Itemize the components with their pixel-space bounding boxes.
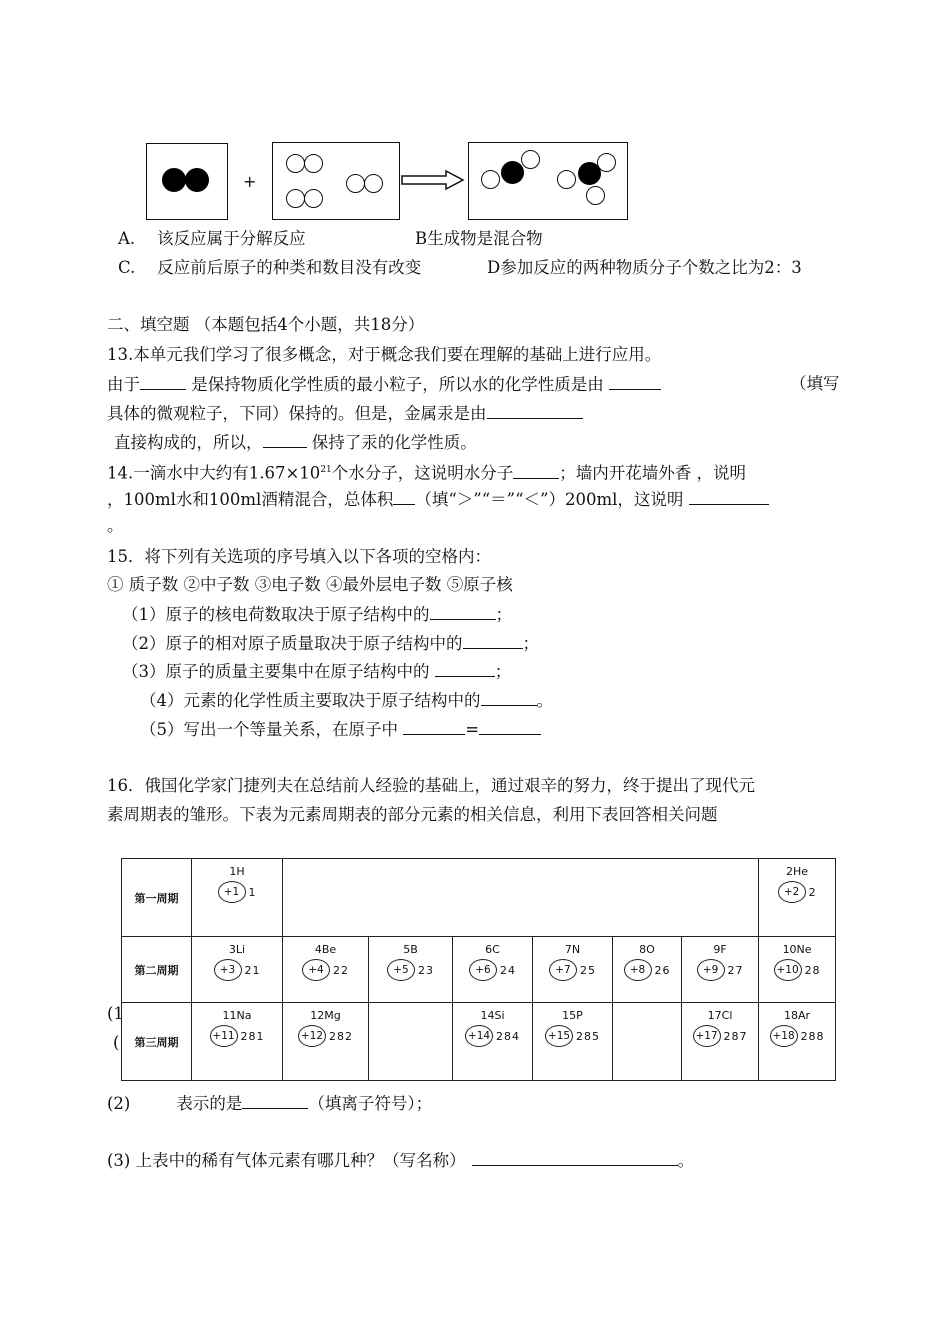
nucleus: +14 bbox=[465, 1025, 493, 1047]
electron-shells: 21 bbox=[244, 963, 261, 977]
electron-shells: 25 bbox=[580, 963, 596, 977]
q13-line2: 由于 是保持物质化学性质的最小粒子，所以水的化学性质是由 bbox=[107, 374, 661, 395]
nucleus: +11 bbox=[210, 1025, 238, 1047]
nucleus: +3 bbox=[214, 959, 242, 981]
element-symbol: 10Ne bbox=[782, 943, 812, 956]
element-cell bbox=[682, 1003, 759, 1081]
q16-part1-marker: (1 bbox=[107, 1004, 124, 1023]
blank[interactable] bbox=[689, 489, 769, 505]
element-cell bbox=[192, 1003, 283, 1081]
option-c-text: 反应前后原子的种类和数目没有改变 bbox=[157, 258, 422, 277]
nucleus: +7 bbox=[549, 959, 577, 981]
q16-line2: 素周期表的雏形。下表为元素周期表的部分元素的相关信息，利用下表回答相关问题 bbox=[107, 805, 718, 824]
blank[interactable] bbox=[487, 403, 583, 419]
element-cell bbox=[533, 937, 613, 1003]
blank[interactable] bbox=[242, 1093, 308, 1109]
q13-line2-end: （填写 bbox=[790, 374, 840, 393]
element-symbol: 1H bbox=[229, 865, 245, 878]
element-symbol: 12Mg bbox=[310, 1009, 341, 1022]
nucleus: +8 bbox=[624, 959, 652, 981]
q15-sub4: （4）元素的化学性质主要取决于原子结构中的 。 bbox=[140, 691, 553, 710]
element-symbol: 2He bbox=[786, 865, 809, 878]
black-atom bbox=[501, 161, 524, 184]
electron-shells: 26 bbox=[654, 963, 671, 977]
empty-span-cell bbox=[283, 859, 759, 937]
element-cell bbox=[682, 937, 759, 1003]
q15-sub5: （5）写出一个等量关系，在原子中 = bbox=[140, 719, 541, 740]
q13-line4: 直接构成的，所以， 保持了汞的化学性质。 bbox=[114, 433, 477, 452]
element-cell bbox=[369, 937, 453, 1003]
black-atom bbox=[185, 168, 209, 192]
q16-part1b-marker: ( bbox=[113, 1033, 120, 1052]
plus-sign: + bbox=[243, 172, 257, 191]
electron-shells: 285 bbox=[576, 1029, 600, 1043]
black-atom bbox=[162, 168, 186, 192]
q14-line2: ，100ml水和100ml酒精混合，总体积 （填“＞”“＝”“＜”）200ml，这说明 bbox=[107, 489, 769, 510]
option-a-letter: A. bbox=[118, 229, 136, 248]
element-cell bbox=[283, 937, 369, 1003]
element-cell-empty bbox=[613, 1003, 682, 1081]
reactant-box-1 bbox=[146, 143, 228, 220]
blank[interactable] bbox=[430, 604, 496, 620]
periodic-table bbox=[121, 858, 836, 1081]
nucleus: +6 bbox=[469, 959, 497, 981]
element-cell bbox=[759, 859, 836, 937]
electron-shells: 288 bbox=[800, 1029, 825, 1043]
element-cell bbox=[283, 1003, 369, 1081]
q15-line1: 15．将下列有关选项的序号填入以下各项的空格内： bbox=[107, 547, 491, 566]
row-label-period-3: 第三周期 bbox=[122, 1003, 192, 1081]
element-symbol: 11Na bbox=[222, 1009, 252, 1022]
nucleus: +1 bbox=[218, 881, 246, 903]
q14-line3: 。 bbox=[107, 516, 124, 535]
q16-part3: (3) 上表中的稀有气体元素有哪几种？（写名称） 。 bbox=[107, 1151, 695, 1170]
element-cell bbox=[613, 937, 682, 1003]
electron-shells: 287 bbox=[723, 1029, 748, 1043]
blank[interactable] bbox=[140, 374, 186, 390]
electron-shells: 1 bbox=[248, 885, 257, 899]
element-symbol: 3Li bbox=[228, 943, 246, 956]
element-cell bbox=[192, 859, 283, 937]
element-symbol: 9F bbox=[713, 943, 727, 956]
blank[interactable] bbox=[403, 719, 465, 735]
white-atom bbox=[521, 150, 540, 169]
element-symbol: 5B bbox=[403, 943, 418, 956]
q13-line3: 具体的微观粒子，下同）保持的。但是，金属汞是由 bbox=[107, 403, 583, 424]
electron-shells: 284 bbox=[496, 1029, 520, 1043]
element-symbol: 4Be bbox=[314, 943, 337, 956]
element-cell-empty bbox=[369, 1003, 453, 1081]
white-atom bbox=[304, 189, 323, 208]
q16-part2: (2) 表示的是 （填离子符号）； bbox=[107, 1094, 433, 1113]
black-atom bbox=[578, 162, 601, 185]
electron-shells: 22 bbox=[333, 963, 349, 977]
electron-shells: 282 bbox=[329, 1029, 353, 1043]
blank[interactable] bbox=[435, 661, 495, 677]
electron-shells: 23 bbox=[418, 963, 434, 977]
nucleus: +10 bbox=[774, 959, 802, 981]
option-c-letter: C. bbox=[118, 258, 136, 277]
option-a bbox=[118, 229, 306, 249]
nucleus: +2 bbox=[778, 881, 806, 903]
nucleus: +18 bbox=[770, 1025, 798, 1047]
nucleus: +4 bbox=[302, 959, 330, 981]
q13-line1: 13.本单元我们学习了很多概念，对于概念我们要在理解的基础上进行应用。 bbox=[107, 345, 662, 364]
option-a-text: 该反应属于分解反应 bbox=[157, 229, 306, 248]
element-symbol: 15P bbox=[562, 1009, 583, 1022]
product-box bbox=[468, 142, 628, 220]
electron-shells: 24 bbox=[500, 963, 516, 977]
electron-shells: 281 bbox=[240, 1029, 265, 1043]
q15-sub1: （1）原子的核电荷数取决于原子结构中的 ； bbox=[122, 605, 512, 624]
element-cell bbox=[453, 1003, 533, 1081]
element-cell bbox=[453, 937, 533, 1003]
section-heading: 二、填空题 （本题包括4个小题，共18分） bbox=[107, 315, 425, 334]
nucleus: +15 bbox=[545, 1025, 573, 1047]
option-b: B生成物是混合物 bbox=[415, 229, 543, 248]
element-cell bbox=[759, 937, 836, 1003]
blank[interactable] bbox=[479, 719, 541, 735]
q15-options: ① 质子数 ②中子数 ③电子数 ④最外层电子数 ⑤原子核 bbox=[107, 575, 513, 594]
q16-line1: 16．俄国化学家门捷列夫在总结前人经验的基础上，通过艰辛的努力，终于提出了现代元 bbox=[107, 776, 755, 795]
arrow-right-icon bbox=[400, 170, 466, 190]
white-atom bbox=[304, 154, 323, 173]
q15-sub2: （2）原子的相对原子质量取决于原子结构中的 ； bbox=[122, 634, 539, 653]
element-symbol: 7N bbox=[564, 943, 581, 956]
option-d: D参加反应的两种物质分子个数之比为2：3 bbox=[487, 258, 802, 277]
blank[interactable] bbox=[481, 690, 537, 706]
nucleus: +9 bbox=[697, 959, 725, 981]
blank[interactable] bbox=[463, 633, 523, 649]
element-symbol: 17Cl bbox=[707, 1009, 733, 1022]
element-symbol: 14Si bbox=[480, 1009, 505, 1022]
element-cell bbox=[192, 937, 283, 1003]
electron-shells: 2 bbox=[808, 885, 817, 899]
white-atom bbox=[364, 174, 383, 193]
white-atom bbox=[286, 154, 305, 173]
nucleus: +12 bbox=[298, 1025, 326, 1047]
row-label-period-2: 第二周期 bbox=[122, 937, 192, 1003]
blank[interactable] bbox=[263, 432, 307, 448]
element-cell bbox=[533, 1003, 613, 1081]
q14-line1: 14.一滴水中大约有$1.67\times 10^{21}$个水分子，这说明水分子 ；墙内开花墙外香 ，说明 bbox=[107, 463, 747, 483]
white-atom bbox=[346, 174, 365, 193]
blank[interactable] bbox=[472, 1150, 678, 1166]
option-c bbox=[118, 258, 421, 278]
q15-sub3: （3）原子的质量主要集中在原子结构中的 ； bbox=[122, 662, 512, 681]
blank[interactable] bbox=[609, 374, 661, 390]
white-atom bbox=[286, 189, 305, 208]
white-atom bbox=[586, 186, 605, 205]
electron-shells: 27 bbox=[727, 963, 744, 977]
blank[interactable] bbox=[393, 489, 415, 505]
blank[interactable] bbox=[513, 463, 559, 479]
white-atom bbox=[481, 170, 500, 189]
element-cell bbox=[759, 1003, 836, 1081]
element-symbol: 8O bbox=[639, 943, 655, 956]
white-atom bbox=[557, 170, 576, 189]
reactant-box-2 bbox=[272, 142, 400, 220]
element-symbol: 6C bbox=[485, 943, 500, 956]
electron-shells: 28 bbox=[804, 963, 821, 977]
element-symbol: 18Ar bbox=[784, 1009, 811, 1022]
nucleus: +5 bbox=[387, 959, 415, 981]
row-label-period-1: 第一周期 bbox=[122, 859, 192, 937]
nucleus: +17 bbox=[693, 1025, 721, 1047]
